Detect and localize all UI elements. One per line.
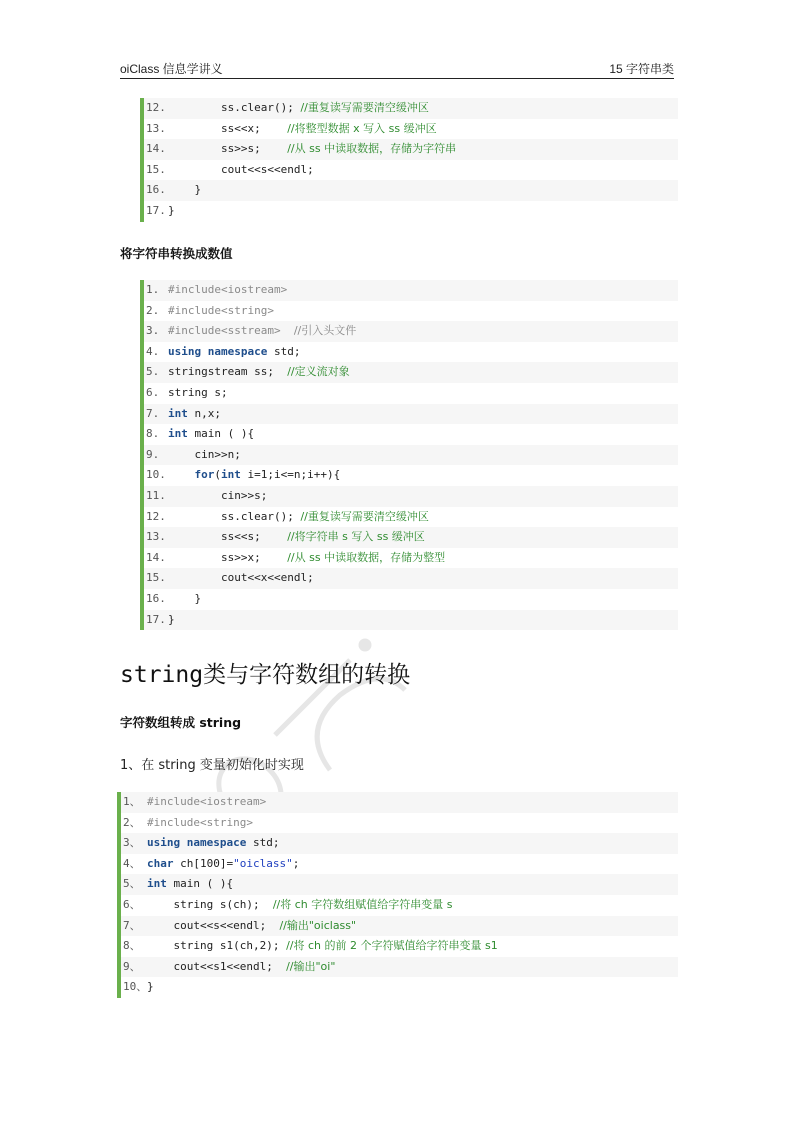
code-line: 10、} (121, 977, 678, 998)
code-line: 2. #include<string> (144, 301, 678, 322)
section-title: string类与字符数组的转换 (120, 662, 411, 688)
paragraph-init-method: 1、在 string 变量初始化时实现 (120, 758, 304, 773)
code-line: 12. ss.clear(); //重复读写需要清空缓冲区 (144, 98, 678, 119)
code-line: 11. cin>>s; (144, 486, 678, 507)
code-line: 8. int main ( ){ (144, 424, 678, 445)
code-line: 2、 #include<string> (121, 813, 678, 834)
code-line: 15. cout<<x<<endl; (144, 568, 678, 589)
page-header (120, 58, 674, 79)
header-title: oiClass 信息学讲义 (120, 62, 223, 76)
code-line: 6、 string s(ch); //将 ch 字符数组赋值给字符串变量 s (121, 895, 678, 916)
code-line: 8、 string s1(ch,2); //将 ch 的前 2 个字符赋值给字符串变量 s1 (121, 936, 678, 957)
code-line: 17. } (144, 610, 678, 631)
code-line: 13. ss<<s; //将字符串 s 写入 ss 缓冲区 (144, 527, 678, 548)
code-line: 12. ss.clear(); //重复读写需要清空缓冲区 (144, 507, 678, 528)
code-line: 17. } (144, 201, 678, 222)
code-block-string-to-number (140, 280, 678, 630)
heading-string-to-number: 将字符串转换成数值 (120, 246, 233, 261)
code-line: 13. ss<<x; //将整型数据 x 写入 ss 缓冲区 (144, 119, 678, 140)
watermark-dot (361, 641, 369, 649)
code-line: 15. cout<<s<<endl; (144, 160, 678, 181)
code-line: 14. ss>>s; //从 ss 中读取数据，存储为字符串 (144, 139, 678, 160)
code-line: 4、 char ch[100]="oiclass"; (121, 854, 678, 875)
code-line: 10. for(int i=1;i<=n;i++){ (144, 465, 678, 486)
code-line: 3. #include<sstream> //引入头文件 (144, 321, 678, 342)
header-chapter: 15 字符串类 (609, 62, 674, 76)
heading-char-array-to-string: 字符数组转成 string (120, 715, 242, 730)
code-line: 16. } (144, 589, 678, 610)
code-line: 1、 #include<iostream> (121, 792, 678, 813)
code-line: 9. cin>>n; (144, 445, 678, 466)
code-line: 9、 cout<<s1<<endl; //输出"oi" (121, 957, 678, 978)
code-line: 6. string s; (144, 383, 678, 404)
code-block-continued (140, 98, 678, 222)
code-line: 5. stringstream ss; //定义流对象 (144, 362, 678, 383)
code-block-char-to-string (117, 792, 678, 998)
code-line: 5、 int main ( ){ (121, 874, 678, 895)
code-line: 3、 using namespace std; (121, 833, 678, 854)
code-line: 7、 cout<<s<<endl; //输出"oiclass" (121, 916, 678, 937)
code-line: 16. } (144, 180, 678, 201)
watermark-letter-c (317, 679, 405, 770)
code-line: 1. #include<iostream> (144, 280, 678, 301)
code-line: 14. ss>>x; //从 ss 中读取数据，存储为整型 (144, 548, 678, 569)
code-line: 4. using namespace std; (144, 342, 678, 363)
code-line: 7. int n,x; (144, 404, 678, 425)
